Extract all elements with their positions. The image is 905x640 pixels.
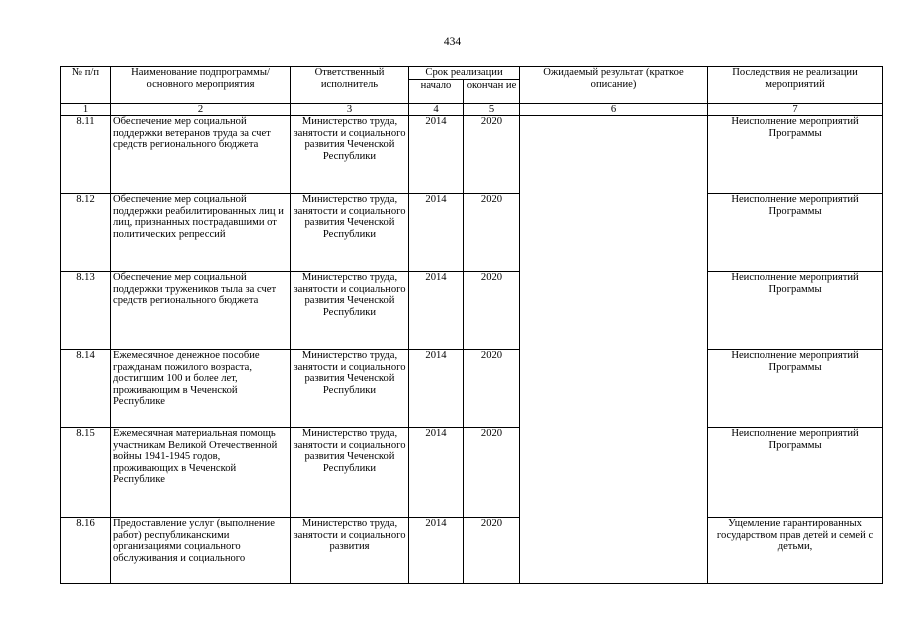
consequences: Неисполнение мероприятий Программы [708, 194, 883, 272]
start-year: 2014 [409, 116, 464, 194]
header-start: начало [409, 80, 464, 104]
executor: Министерство труда, занятости и социального развития Чеченской Республики [291, 272, 409, 350]
header-result: Ожидаемый результат (краткое описание) [520, 67, 708, 104]
header-consequences: Последствия не реализации мероприятий [708, 67, 883, 104]
start-year: 2014 [409, 194, 464, 272]
consequences: Неисполнение мероприятий Программы [708, 350, 883, 428]
consequences: Ущемление гарантированных государством прав детей и семей с детьми, [708, 518, 883, 584]
measure-name: Обеспечение мер социальной поддержки ветеранов труда за счет средств регионального бюджета [111, 116, 291, 194]
row-number: 8.12 [61, 194, 111, 272]
table-row [61, 272, 883, 350]
expected-result-cell [520, 116, 708, 584]
start-year: 2014 [409, 428, 464, 518]
executor: Министерство труда, занятости и социального развития Чеченской Республики [291, 350, 409, 428]
row-number: 8.14 [61, 350, 111, 428]
header-period: Срок реализации [409, 67, 520, 80]
header-no: № п/п [61, 67, 111, 104]
table-row [61, 350, 883, 428]
table-row [61, 116, 883, 194]
measure-name: Ежемесячная материальная помощь участникам Великой Отечественной войны 1941-1945 годов, проживающих в Чеченской Республике [111, 428, 291, 518]
column-number: 2 [111, 104, 291, 116]
end-year: 2020 [464, 428, 520, 518]
column-number: 3 [291, 104, 409, 116]
table-row [61, 194, 883, 272]
table-row [61, 518, 883, 584]
column-number: 7 [708, 104, 883, 116]
row-number: 8.11 [61, 116, 111, 194]
executor: Министерство труда, занятости и социального развития [291, 518, 409, 584]
header-row [61, 67, 883, 80]
measures-table [60, 66, 883, 584]
start-year: 2014 [409, 518, 464, 584]
column-number: 5 [464, 104, 520, 116]
consequences: Неисполнение мероприятий Программы [708, 428, 883, 518]
row-number: 8.15 [61, 428, 111, 518]
executor: Министерство труда, занятости и социального развития Чеченской Республики [291, 428, 409, 518]
row-number: 8.13 [61, 272, 111, 350]
end-year: 2020 [464, 350, 520, 428]
column-number: 4 [409, 104, 464, 116]
measure-name: Обеспечение мер социальной поддержки реабилитированных лиц и лиц, признанных пострадавшими от политических репрессий [111, 194, 291, 272]
end-year: 2020 [464, 518, 520, 584]
start-year: 2014 [409, 272, 464, 350]
header-name: Наименование подпрограммы/ основного мероприятия [111, 67, 291, 104]
table-row [61, 428, 883, 518]
measure-name: Обеспечение мер социальной поддержки тружеников тыла за счет средств регионального бюджета [111, 272, 291, 350]
column-number: 6 [520, 104, 708, 116]
measure-name: Предоставление услуг (выполнение работ) республиканскими организациями социального обслуживания и социального [111, 518, 291, 584]
consequences: Неисполнение мероприятий Программы [708, 116, 883, 194]
executor: Министерство труда, занятости и социального развития Чеченской Республики [291, 116, 409, 194]
measure-name: Ежемесячное денежное пособие гражданам пожилого возраста, достигшим 100 и более лет, проживающим в Чеченской Республике [111, 350, 291, 428]
page-number: 434 [443, 36, 462, 48]
end-year: 2020 [464, 194, 520, 272]
column-number: 1 [61, 104, 111, 116]
executor: Министерство труда, занятости и социального развития Чеченской Республики [291, 194, 409, 272]
header-executor: Ответственный исполнитель [291, 67, 409, 104]
end-year: 2020 [464, 116, 520, 194]
start-year: 2014 [409, 350, 464, 428]
row-number: 8.16 [61, 518, 111, 584]
end-year: 2020 [464, 272, 520, 350]
header-end: окончан ие [464, 80, 520, 104]
consequences: Неисполнение мероприятий Программы [708, 272, 883, 350]
column-numbers-row [61, 104, 883, 116]
